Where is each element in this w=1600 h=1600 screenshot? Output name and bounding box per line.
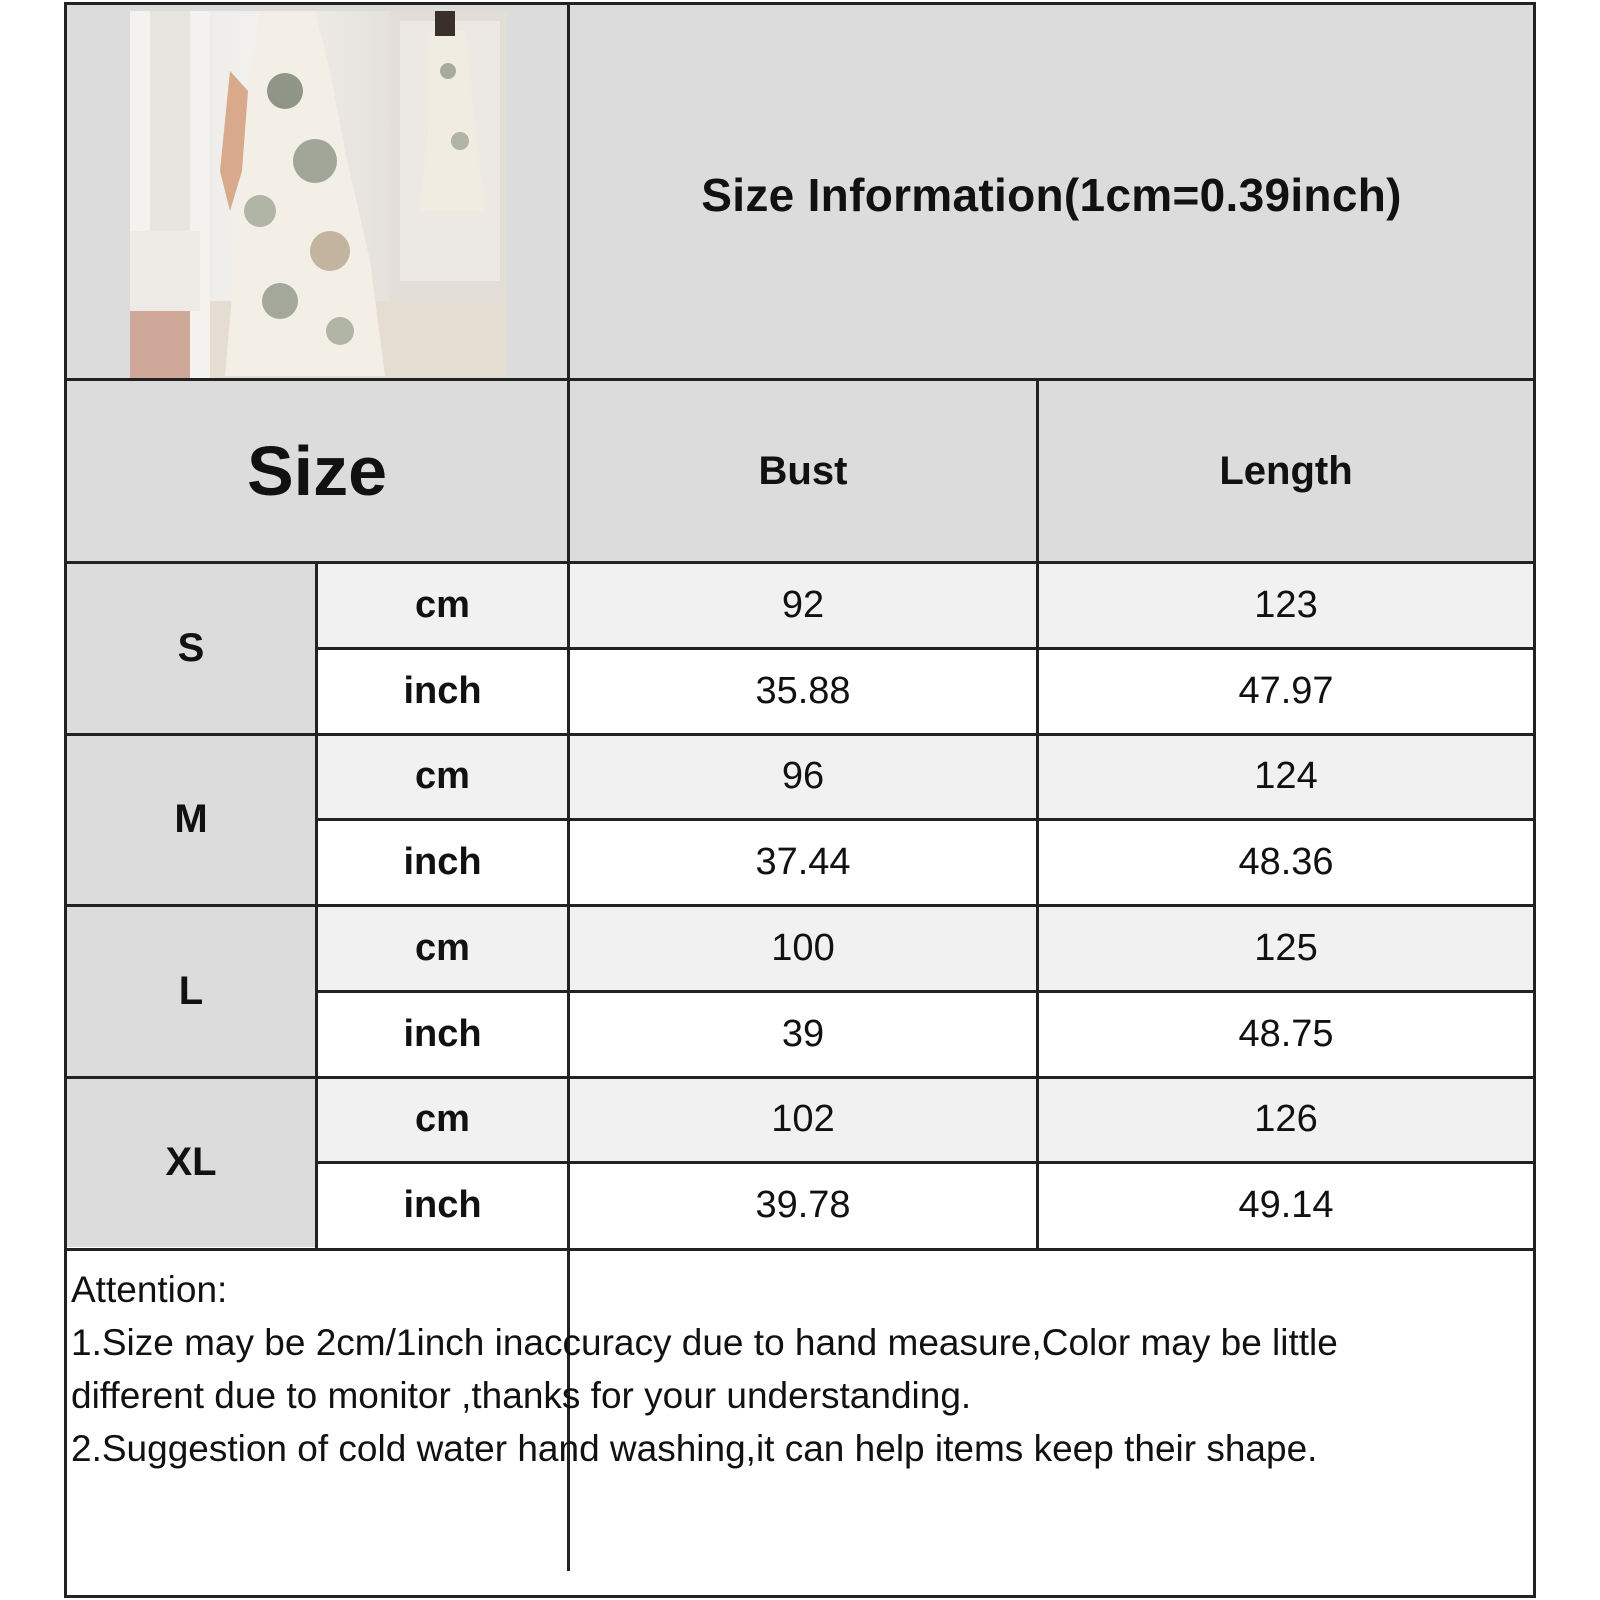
length-inch: 48.36	[1238, 841, 1334, 884]
length-cm-cell	[1039, 564, 1533, 647]
length-inch-cell	[1039, 1164, 1533, 1247]
bust-inch-cell	[570, 650, 1036, 733]
unit-cm: cm	[415, 583, 470, 626]
bust-cm-cell	[570, 564, 1036, 647]
bust-inch-cell	[570, 1164, 1036, 1247]
divider	[318, 990, 1533, 993]
notes-heading: Attention:	[71, 1269, 228, 1310]
bust-inch: 35.88	[755, 669, 851, 712]
attention-notes	[71, 1263, 1521, 1475]
unit-cm-cell	[318, 736, 567, 819]
bust-cm: 96	[781, 755, 825, 798]
header-length: Length	[1219, 448, 1353, 493]
length-inch: 49.14	[1238, 1184, 1334, 1227]
header-bust-cell	[570, 381, 1036, 561]
unit-inch-cell	[318, 993, 567, 1076]
unit-cm-cell	[318, 907, 567, 990]
length-cm: 123	[1254, 583, 1318, 626]
length-cm: 126	[1254, 1098, 1318, 1141]
unit-cm-cell	[318, 564, 567, 647]
chart-title: Size Information(1cm=0.39inch)	[701, 169, 1402, 221]
size-m-cell	[67, 736, 315, 905]
bust-inch: 39	[781, 1012, 825, 1055]
length-cm: 125	[1254, 926, 1318, 969]
bust-inch: 37.44	[755, 841, 851, 884]
unit-cm: cm	[415, 926, 470, 969]
dress-model-image	[130, 11, 507, 382]
bust-inch-cell	[570, 821, 1036, 904]
divider	[315, 1079, 318, 1251]
divider	[315, 736, 318, 908]
header-size: Size	[246, 432, 388, 510]
divider	[67, 1248, 1533, 1251]
product-photo-cell	[67, 5, 579, 385]
title-cell	[570, 5, 1533, 385]
bust-cm-cell	[570, 1079, 1036, 1162]
header-size-cell	[67, 381, 567, 561]
unit-cm-cell	[318, 1079, 567, 1162]
unit-cm: cm	[415, 1098, 470, 1141]
bust-inch: 39.78	[755, 1184, 851, 1227]
divider	[315, 907, 318, 1079]
length-inch: 47.97	[1238, 669, 1334, 712]
notes-line-1: 1.Size may be 2cm/1inch inaccuracy due to hand measure,Color may be little	[71, 1322, 1338, 1363]
length-inch: 48.75	[1238, 1012, 1334, 1055]
bust-cm: 102	[771, 1098, 835, 1141]
notes-line-2: 2.Suggestion of cold water hand washing,it can help items keep their shape.	[71, 1428, 1318, 1469]
length-cm-cell	[1039, 736, 1533, 819]
size-s: S	[177, 625, 205, 670]
bust-cm-cell	[570, 907, 1036, 990]
unit-inch: inch	[403, 669, 482, 712]
length-cm-cell	[1039, 1079, 1533, 1162]
unit-inch: inch	[403, 1184, 482, 1227]
notes-line-1-cont: different due to monitor ,thanks for your understanding.	[71, 1375, 972, 1416]
unit-inch-cell	[318, 650, 567, 733]
unit-inch: inch	[403, 1012, 482, 1055]
product-photo	[130, 11, 507, 382]
bust-cm: 92	[781, 583, 825, 626]
size-m: M	[174, 797, 208, 842]
length-cm-cell	[1039, 907, 1533, 990]
header-length-cell	[1039, 381, 1533, 561]
length-inch-cell	[1039, 993, 1533, 1076]
size-l-cell	[67, 907, 315, 1076]
length-inch-cell	[1039, 650, 1533, 733]
length-cm: 124	[1254, 755, 1318, 798]
size-xl: XL	[165, 1140, 217, 1185]
size-l: L	[178, 968, 204, 1013]
unit-inch-cell	[318, 1164, 567, 1247]
divider	[318, 1161, 1533, 1164]
size-chart	[64, 2, 1536, 1598]
size-xl-cell	[67, 1079, 315, 1248]
bust-inch-cell	[570, 993, 1036, 1076]
divider	[318, 647, 1533, 650]
divider	[318, 818, 1533, 821]
unit-cm: cm	[415, 755, 470, 798]
bust-cm-cell	[570, 736, 1036, 819]
header-bust: Bust	[758, 448, 848, 493]
unit-inch-cell	[318, 821, 567, 904]
unit-inch: inch	[403, 841, 482, 884]
divider	[315, 564, 318, 736]
size-s-cell	[67, 564, 315, 733]
length-inch-cell	[1039, 821, 1533, 904]
bust-cm: 100	[771, 926, 835, 969]
